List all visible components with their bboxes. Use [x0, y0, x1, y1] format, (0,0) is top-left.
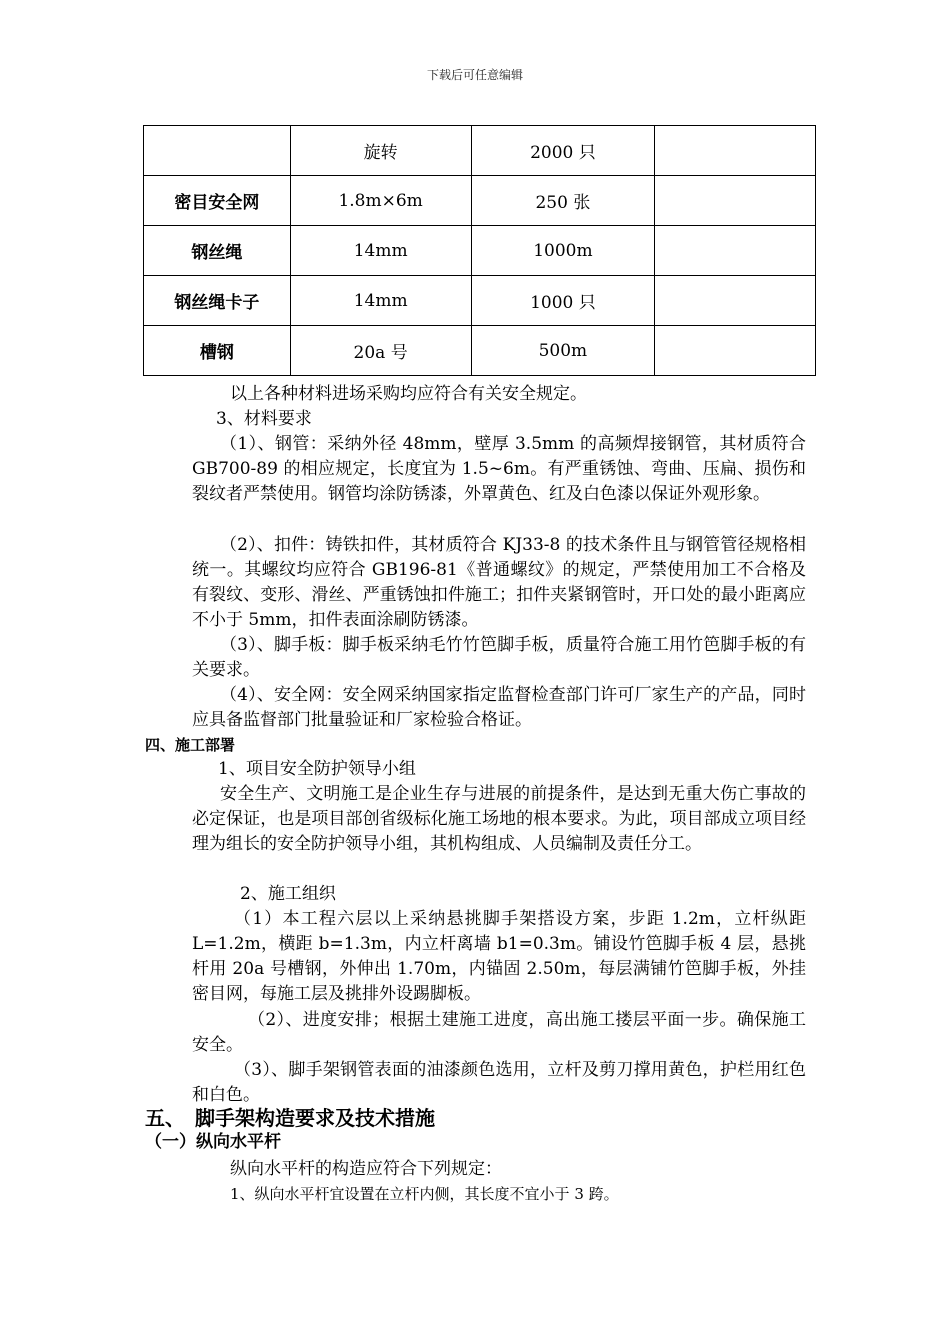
- table-cell: 钢丝绳卡子: [144, 276, 291, 326]
- paragraph-fastener: （2）、扣件：铸铁扣件，其材质符合 KJ33-8 的技术条件且与钢管管径规格相统一。其螺纹均应符合 GB196-81《普通螺纹》的规定，严禁使用加工不合格及有裂纹、变形、滑丝、严重锈蚀扣件施工；扣件夹紧钢管时，开口处的最小距离应不小于 5mm，扣件表面涂刷防锈漆。: [192, 535, 806, 630]
- table-cell: 密目安全网: [144, 176, 291, 226]
- page-header: 下载后可任意编辑: [426, 68, 523, 82]
- table-cell: 钢丝绳: [144, 226, 291, 276]
- paragraph-organization-1: （1）本工程六层以上采纳悬挑脚手架搭设方案，步距 1.2m，立杆纵距 L=1.2m，横距 b=1.3m，内立杆离墙 b1=0.3m。铺设竹笆脚手板 4 层，悬挑杆用 20a 号槽钢，外伸出 1.70m，内锚固 2.50m，每层满铺竹笆脚手板，外挂密目网，每施工层及挑排外设踢脚板。: [192, 909, 806, 1004]
- heading-safety-group: 1、项目安全防护领导小组: [218, 759, 416, 779]
- paragraph-safety-production: 安全生产、文明施工是企业生存与进展的前提条件，是达到无重大伤亡事故的必定保证，也是项目部创省级标化施工场地的根本要求。为此，项目部成立项目经理为组长的安全防护领导小组，其机构组成、人员编制及责任分工。: [192, 784, 806, 854]
- paragraph-scaffold-board: （3）、脚手板：脚手板采纳毛竹竹笆脚手板，质量符合施工用竹笆脚手板的有关要求。: [192, 635, 806, 680]
- table-cell: 槽钢: [144, 326, 291, 376]
- table-cell: 250 张: [471, 176, 655, 226]
- paragraph-longitudinal-rule-1: 1、纵向水平杆宜设置在立杆内侧，其长度不宜小于 3 跨。: [230, 1185, 619, 1203]
- table-cell: 1000m: [471, 226, 655, 276]
- table-cell: [144, 126, 291, 176]
- table-cell: [655, 226, 816, 276]
- materials-table: [143, 125, 816, 376]
- table-cell: 500m: [471, 326, 655, 376]
- table-cell: [655, 176, 816, 226]
- heading-material-requirements: 3、材料要求: [216, 409, 312, 429]
- table-row: [144, 126, 816, 176]
- table-cell: 20a 号: [290, 326, 471, 376]
- materials-note: 以上各种材料进场采购均应符合有关安全规定。: [230, 384, 587, 404]
- table-cell: 14mm: [290, 276, 471, 326]
- heading-section-five: 五、 脚手架构造要求及技术措施: [145, 1106, 435, 1130]
- heading-longitudinal-bar: （一）纵向水平杆: [145, 1132, 281, 1152]
- table-row: [144, 176, 816, 226]
- table-cell: [655, 326, 816, 376]
- table-cell: 2000 只: [471, 126, 655, 176]
- paragraph-organization-2: （2）、进度安排；根据土建施工进度，高出施工搂层平面一步。确保施工安全。: [192, 1010, 806, 1055]
- table-row: [144, 276, 816, 326]
- table-cell: 14mm: [290, 226, 471, 276]
- table-cell: 1000 只: [471, 276, 655, 326]
- table-cell: 旋转: [290, 126, 471, 176]
- paragraph-steel-pipe: （1）、钢管：采纳外径 48mm，壁厚 3.5mm 的高频焊接钢管，其材质符合 GB700-89 的相应规定，长度宜为 1.5~6m。有严重锈蚀、弯曲、压扁、损伤和裂纹者严禁使用。钢管均涂防锈漆，外罩黄色、红及白色漆以保证外观形象。: [192, 434, 806, 504]
- table-cell: [655, 126, 816, 176]
- heading-construction-organization: 2、施工组织: [240, 884, 336, 904]
- paragraph-organization-3: （3）、脚手架钢管表面的油漆颜色选用，立杆及剪刀撑用黄色，护栏用红色和白色。: [192, 1060, 806, 1105]
- table-row: [144, 226, 816, 276]
- heading-construction-deployment: 四、施工部署: [145, 736, 236, 754]
- table-cell: 1.8m×6m: [290, 176, 471, 226]
- paragraph-safety-net: （4）、安全网：安全网采纳国家指定监督检查部门许可厂家生产的产品，同时应具备监督部门批量验证和厂家检验合格证。: [192, 685, 806, 730]
- paragraph-longitudinal-intro: 纵向水平杆的构造应符合下列规定：: [230, 1159, 502, 1179]
- table-cell: [655, 276, 816, 326]
- table-row: [144, 326, 816, 376]
